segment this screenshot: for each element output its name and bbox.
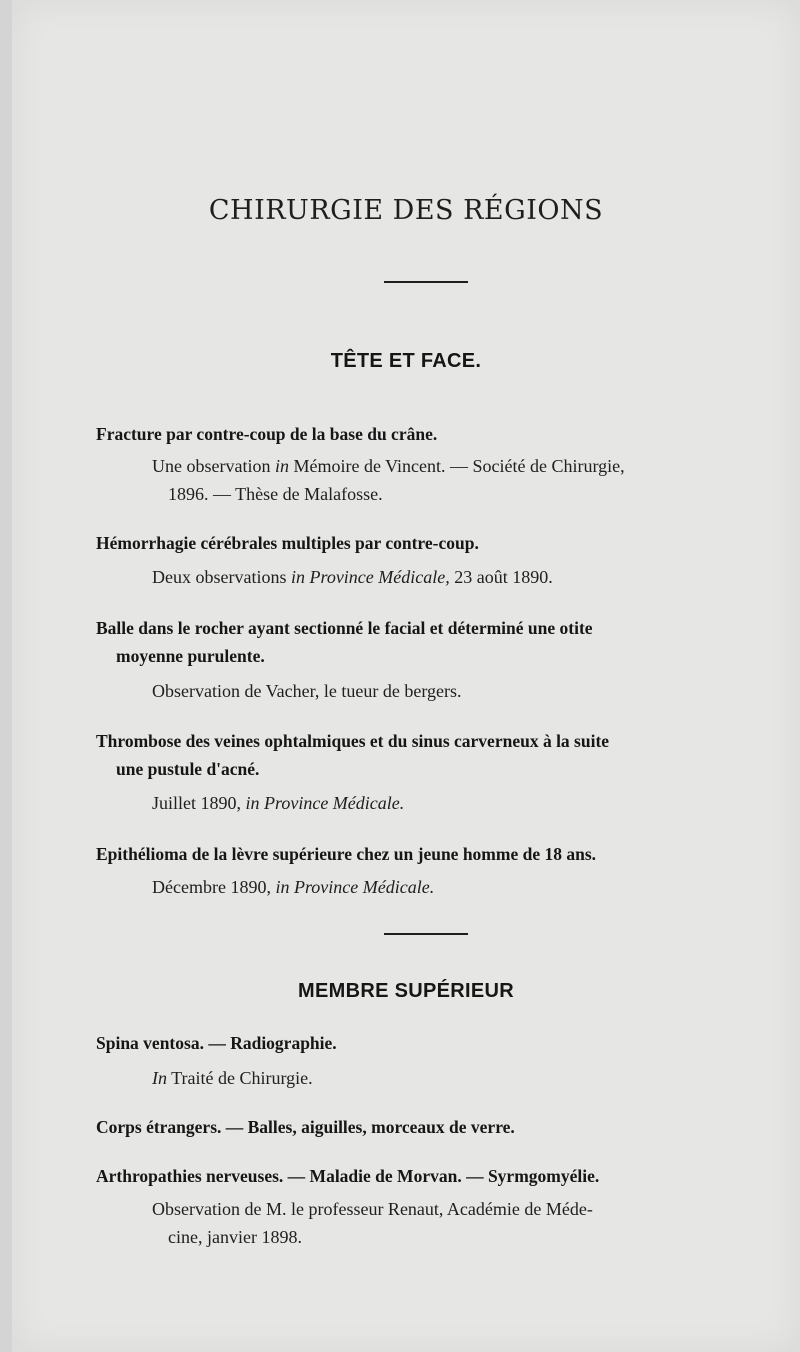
document-page [12,0,800,1352]
entry-heading [96,727,776,783]
entry-body [152,873,772,901]
entry-heading-line: une pustule d'acné. [116,759,260,779]
entry-heading-line: Arthropathies nerveuses. — Maladie de Morvan. — Syrmgomyélie. [96,1166,600,1186]
entry-heading-line: Corps étrangers. — Balles, aiguilles, morceaux de verre. [96,1117,515,1137]
entry-heading [96,1113,776,1141]
section-rule [384,933,468,935]
entry-body [152,1064,772,1092]
entry-heading-line: Fracture par contre-coup de la base du crâne. [96,424,438,444]
entry-heading-line: Spina ventosa. — Radiographie. [96,1033,337,1053]
entry-body [152,452,772,508]
entry-body-line: cine, janvier 1898. [168,1227,302,1247]
entry-body-line: Observation de M. le professeur Renaut, Académie de Méde- [152,1199,593,1219]
entry-heading [96,420,776,448]
entry-heading-line: moyenne purulente. [116,646,265,666]
entry-body [152,677,772,705]
entry-heading [96,1162,776,1190]
entry-heading-line: Hémorrhagie cérébrales multiples par contre-coup. [96,533,479,553]
entry-body-line: Une observation in Mémoire de Vincent. — Société de Chirurgie, [152,456,625,476]
title-rule [384,281,468,283]
entry-body-line: Décembre 1890, in Province Médicale. [152,877,435,897]
entry-body [152,1195,772,1251]
entry-heading [96,1029,776,1057]
entry-body-line: Juillet 1890, in Province Médicale. [152,793,405,813]
entry-body-line: In Traité de Chirurgie. [152,1068,313,1088]
entry-body-line: Observation de Vacher, le tueur de bergers. [152,681,462,701]
entry-heading-line: Thrombose des veines ophtalmiques et du sinus carverneux à la suite [96,731,610,751]
entry-heading-line: Epithélioma de la lèvre supérieure chez un jeune homme de 18 ans. [96,844,597,864]
entry-body-line: Deux observations in Province Médicale, 23 août 1890. [152,567,553,587]
entry-heading [96,614,776,670]
entry-heading [96,529,776,557]
page-title: CHIRURGIE DES RÉGIONS [208,195,604,226]
entry-heading [96,840,776,868]
entry-body [152,789,772,817]
entry-body-line: 1896. — Thèse de Malafosse. [168,484,383,504]
entry-heading-line: Balle dans le rocher ayant sectionné le facial et déterminé une otite [96,618,593,638]
entry-body [152,563,772,591]
section-heading-tete: TÊTE ET FACE. [330,350,482,372]
section-heading-membre: MEMBRE SUPÉRIEUR [298,980,514,1002]
